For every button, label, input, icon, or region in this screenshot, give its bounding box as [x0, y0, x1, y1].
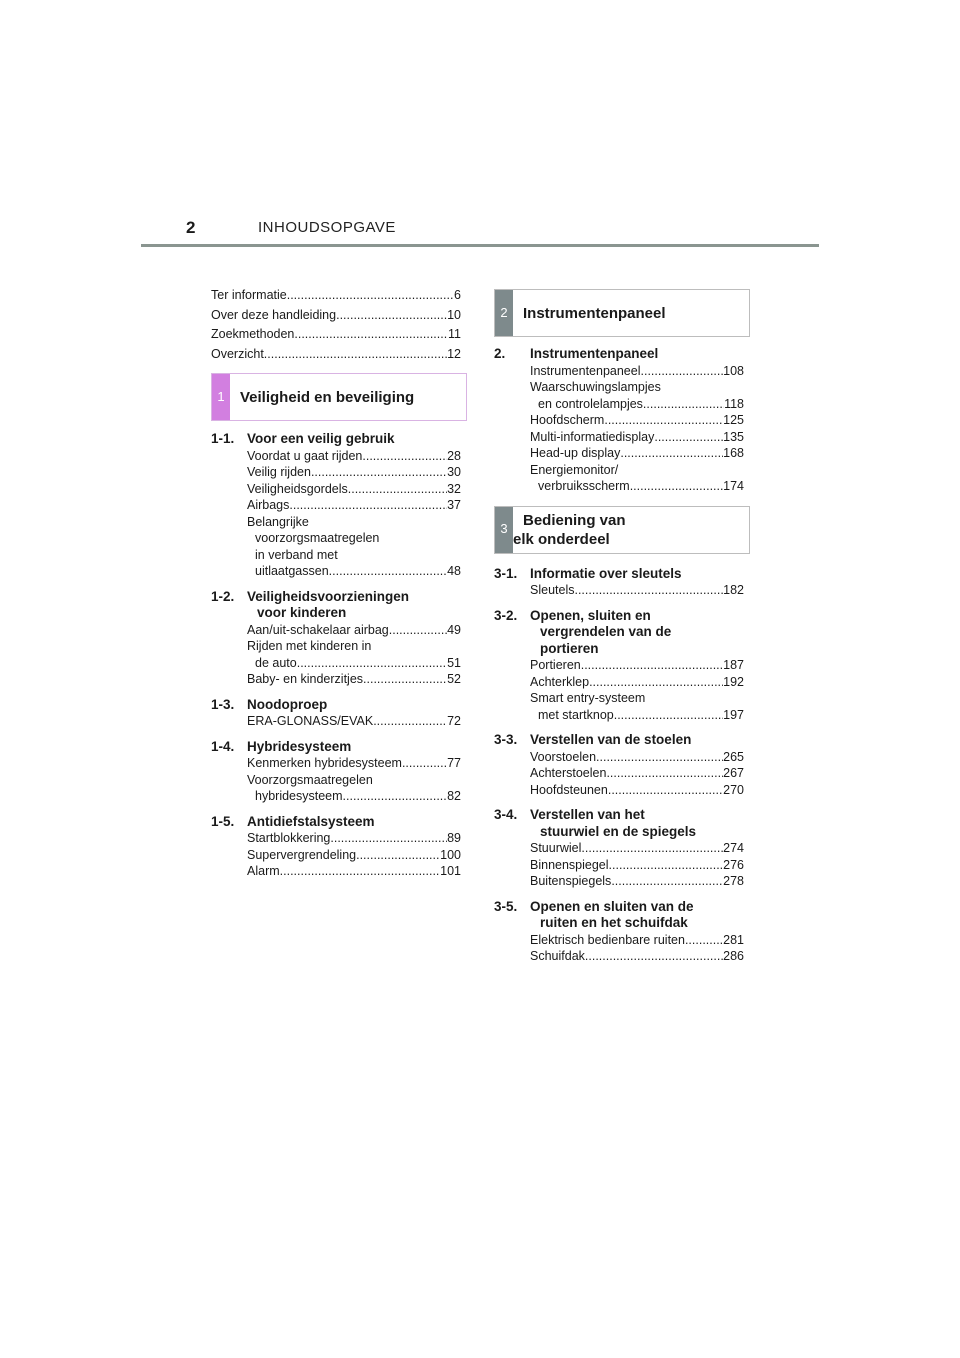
- toc-entry[interactable]: Schuifdak ..... 286: [494, 948, 744, 965]
- section-heading[interactable]: 3-4. Verstellen van het stuurwiel en de spiegels: [494, 807, 697, 839]
- toc-entry[interactable]: Hoofdsteunen ..... 270: [494, 782, 744, 799]
- toc-entry[interactable]: Voorstoelen ..... 265: [494, 749, 744, 766]
- header-rule: [141, 244, 819, 247]
- section-heading[interactable]: 1-5. Antidiefstalsysteem: [211, 813, 375, 829]
- toc-entry[interactable]: Voordat u gaat rijden ..... 28: [211, 448, 461, 465]
- toc-entry[interactable]: Supervergrendeling ..... 100: [211, 847, 461, 864]
- section-heading[interactable]: 1-2. Veiligheidsvoorzieningen voor kinderen: [211, 588, 410, 620]
- toc-entry[interactable]: Instrumentenpaneel ..... 108: [494, 363, 744, 380]
- toc-entry-multiline[interactable]: Rijden met kinderen in de auto ..... 51: [211, 638, 461, 671]
- toc-entry[interactable]: Veilig rijden ..... 30: [211, 464, 461, 481]
- toc-entry[interactable]: Buitenspiegels ..... 278: [494, 873, 744, 890]
- toc-entry[interactable]: Veiligheidsgordels ..... 32: [211, 481, 461, 498]
- toc-entry[interactable]: Airbags ..... 37: [211, 497, 461, 514]
- toc-entry[interactable]: Startblokkering ..... 89: [211, 830, 461, 847]
- part-title: Veiligheid en beveiliging: [240, 388, 415, 406]
- toc-entry[interactable]: Ter informatie ..... 6: [211, 287, 461, 304]
- section-heading[interactable]: 2. Instrumentenpaneel: [494, 346, 659, 361]
- toc-entry[interactable]: Achterstoelen ..... 267: [494, 765, 744, 782]
- toc-entry[interactable]: Zoekmethoden ..... 11: [211, 326, 461, 343]
- intro-list: [211, 287, 461, 362]
- toc-entry-multiline[interactable]: Belangrijke voorzorgsmaatregelen in verband met uitlaatgassen ..... 48: [211, 514, 461, 580]
- part-2-header[interactable]: [494, 289, 750, 337]
- section-heading[interactable]: 3-2. Openen, sluiten en vergrendelen van de portieren: [494, 607, 672, 656]
- toc-entry[interactable]: Overzicht ..... 12: [211, 346, 461, 363]
- toc-entry[interactable]: ERA-GLONASS/EVAK ..... 72: [211, 713, 461, 730]
- section-heading[interactable]: 3-3. Verstellen van de stoelen: [494, 732, 692, 747]
- part-number-tab: 1: [212, 374, 230, 420]
- toc-entry[interactable]: Multi-informatiedisplay ..... 135: [494, 429, 744, 446]
- section-heading[interactable]: 3-5. Openen en sluiten van de ruiten en het schuifdak: [494, 898, 694, 930]
- section-heading[interactable]: 1-3. Noodoproep: [211, 696, 328, 712]
- part-title: Instrumentenpaneel: [523, 304, 666, 322]
- toc-entry[interactable]: Stuurwiel ..... 274: [494, 840, 744, 857]
- toc-entry[interactable]: Achterklep ..... 192: [494, 674, 744, 691]
- toc-entry-multiline[interactable]: Voorzorgsmaatregelen hybridesysteem ..... 82: [211, 772, 461, 805]
- toc-entry[interactable]: Kenmerken hybridesysteem ..... 77: [211, 755, 461, 772]
- toc-left-column: [211, 287, 461, 880]
- section-heading[interactable]: 3-1. Informatie over sleutels: [494, 565, 682, 581]
- toc-entry[interactable]: Baby- en kinderzitjes ..... 52: [211, 671, 461, 688]
- toc-entry-multiline[interactable]: Waarschuwingslampjes en controlelampjes ..... 118: [494, 379, 744, 412]
- toc-entry[interactable]: Sleutels ..... 182: [494, 582, 744, 599]
- section-heading[interactable]: 1-4. Hybridesysteem: [211, 738, 352, 754]
- page-header-title: INHOUDSOPGAVE: [258, 219, 396, 236]
- toc-entry[interactable]: Head-up display ..... 168: [494, 445, 744, 462]
- toc-right-column: [494, 287, 744, 965]
- part-number-tab: 2: [495, 290, 513, 336]
- part-number-tab: 3: [495, 507, 513, 553]
- toc-entry[interactable]: Hoofdscherm ..... 125: [494, 412, 744, 429]
- toc-entry[interactable]: Binnenspiegel ..... 276: [494, 857, 744, 874]
- toc-entry[interactable]: Alarm ..... 101: [211, 863, 461, 880]
- part-title-line-1: Bediening van: [523, 511, 626, 529]
- toc-entry[interactable]: Portieren ..... 187: [494, 657, 744, 674]
- part-title-line-2: elk onderdeel: [513, 530, 610, 548]
- toc-entry-multiline[interactable]: Energiemonitor/ verbruiksscherm ..... 174: [494, 462, 744, 495]
- part-3-header[interactable]: [494, 506, 750, 554]
- toc-entry[interactable]: Elektrisch bedienbare ruiten ..... 281: [494, 932, 744, 949]
- page-number: 2: [186, 218, 196, 237]
- toc-entry[interactable]: Aan/uit-schakelaar airbag ..... 49: [211, 622, 461, 639]
- section-heading[interactable]: 1-1. Voor een veilig gebruik: [211, 431, 395, 446]
- part-1-header[interactable]: [211, 373, 467, 421]
- toc-entry[interactable]: Over deze handleiding ..... 10: [211, 307, 461, 324]
- toc-entry-multiline[interactable]: Smart entry-systeem met startknop ..... 197: [494, 690, 744, 723]
